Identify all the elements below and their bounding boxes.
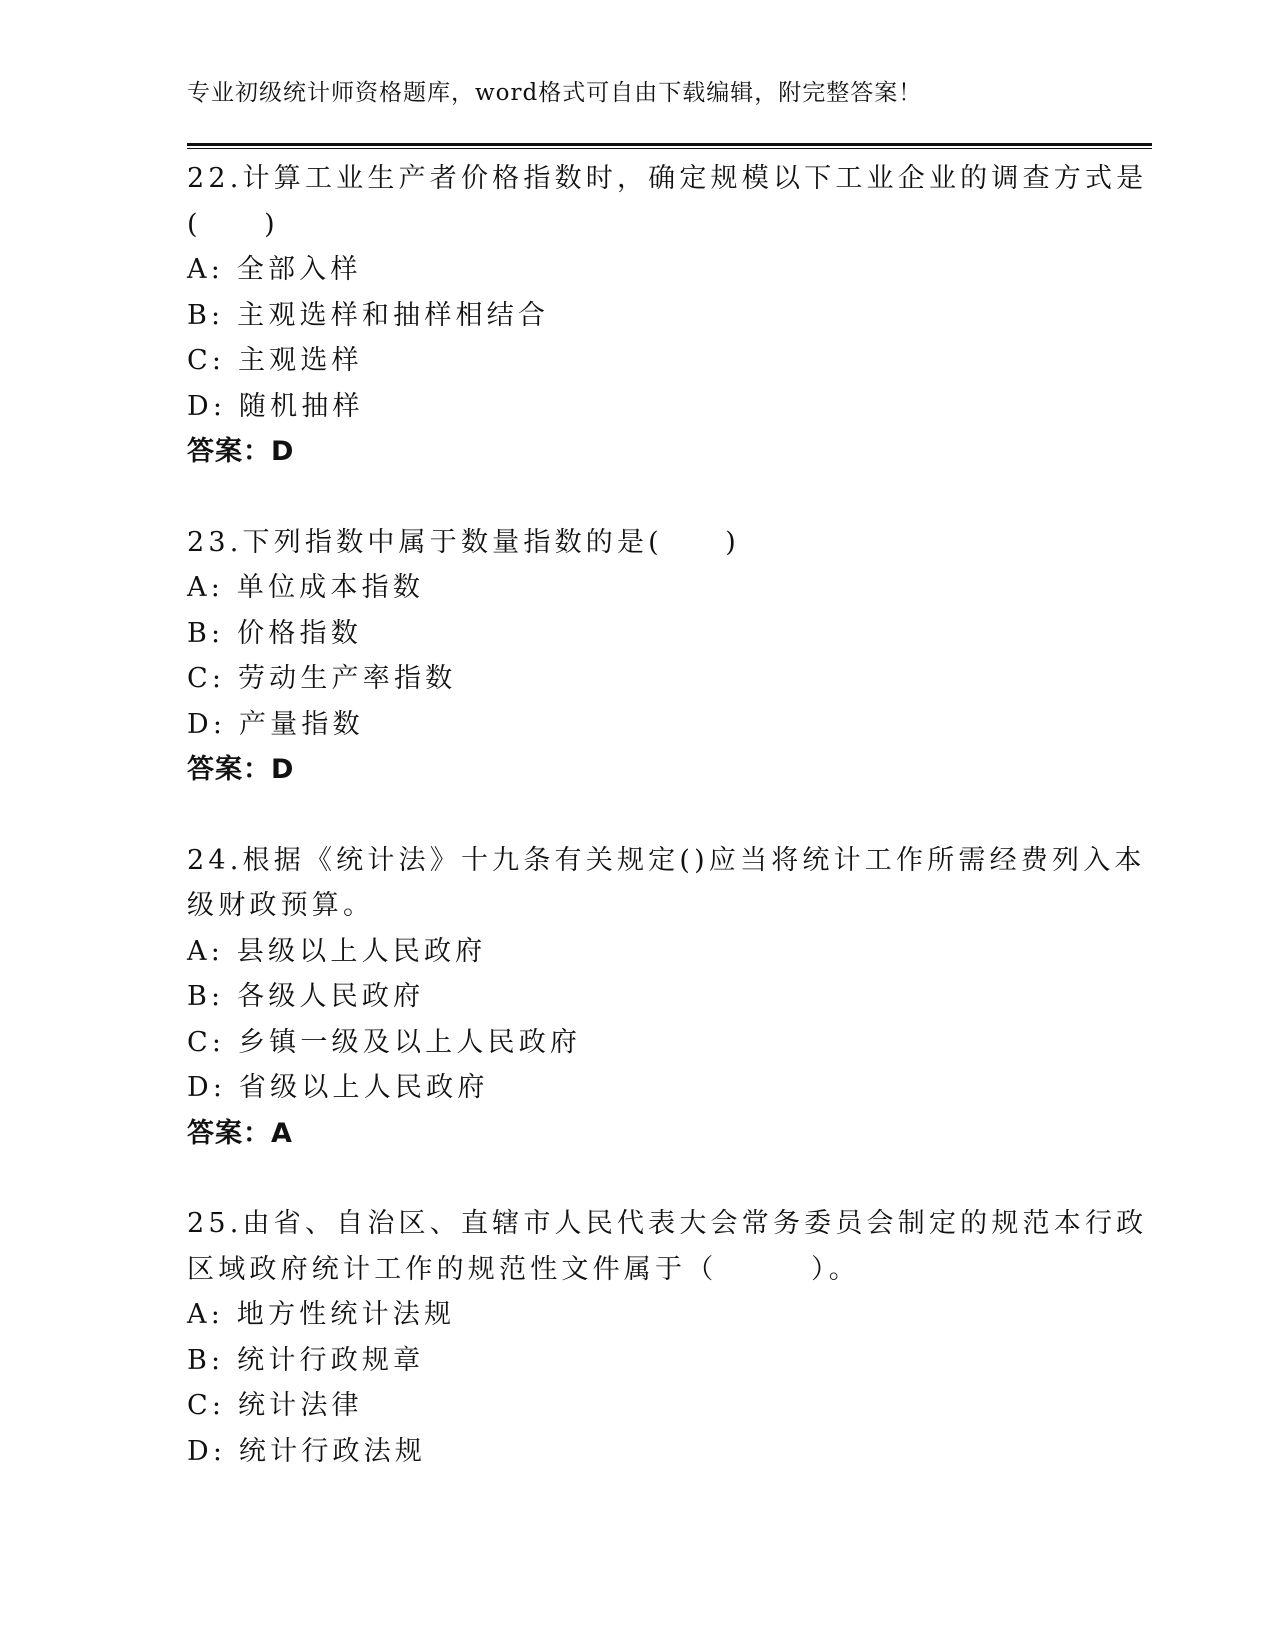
question-text: 25.由省、自治区、直辖市人民代表大会常务委员会制定的规范本行政 (187, 1208, 1148, 1239)
option-d: D: 随机抽样 (187, 390, 364, 422)
question-list (187, 156, 1148, 1474)
option-a: A: 单位成本指数 (187, 572, 424, 603)
option-c: C: 主观选样 (187, 345, 363, 376)
option-c: C: 劳动生产率指数 (187, 663, 457, 694)
question-text: 22.计算工业生产者价格指数时，确定规模以下工业企业的调查方式是 (187, 163, 1148, 194)
question-25 (187, 1201, 1148, 1474)
question-text: 级财政预算。 (187, 890, 375, 921)
option-c: C: 统计法律 (187, 1390, 363, 1421)
question-24 (187, 838, 1146, 1157)
option-b: B: 统计行政规章 (187, 1344, 425, 1376)
answer-label: 答案：D (187, 754, 295, 785)
answer-label: 答案：A (187, 1117, 293, 1149)
option-b: B: 主观选样和抽样相结合 (187, 299, 550, 331)
option-d: D: 省级以上人民政府 (187, 1072, 489, 1103)
option-a: A: 县级以上人民政府 (187, 935, 487, 967)
option-b: B: 价格指数 (187, 617, 362, 649)
answer-label: 答案：D (187, 436, 295, 467)
option-d: D: 统计行政法规 (187, 1435, 427, 1467)
question-23 (187, 520, 1087, 793)
question-text: 区域政府统计工作的规范性文件属于（ ）。 (187, 1253, 860, 1285)
question-text: 24.根据《统计法》十九条有关规定()应当将统计工作所需经费列入本 (187, 844, 1146, 876)
option-a: A: 地方性统计法规 (187, 1299, 456, 1330)
spacer (187, 1156, 1087, 1201)
option-a: A: 全部入样 (187, 254, 362, 285)
header-rule-thick (187, 143, 1152, 146)
spacer (187, 793, 1087, 838)
spacer (187, 475, 1087, 520)
question-text: 23.下列指数中属于数量指数的是( ) (187, 526, 741, 558)
question-22 (187, 156, 1148, 475)
option-b: B: 各级人民政府 (187, 981, 425, 1012)
page-header: 专业初级统计师资格题库，word格式可自由下载编辑，附完整答案！ (187, 80, 923, 106)
header-rule-thin (187, 148, 1152, 149)
question-text: ( ) (187, 208, 279, 240)
option-d: D: 产量指数 (187, 708, 364, 740)
option-c: C: 乡镇一级及以上人民政府 (187, 1026, 582, 1058)
